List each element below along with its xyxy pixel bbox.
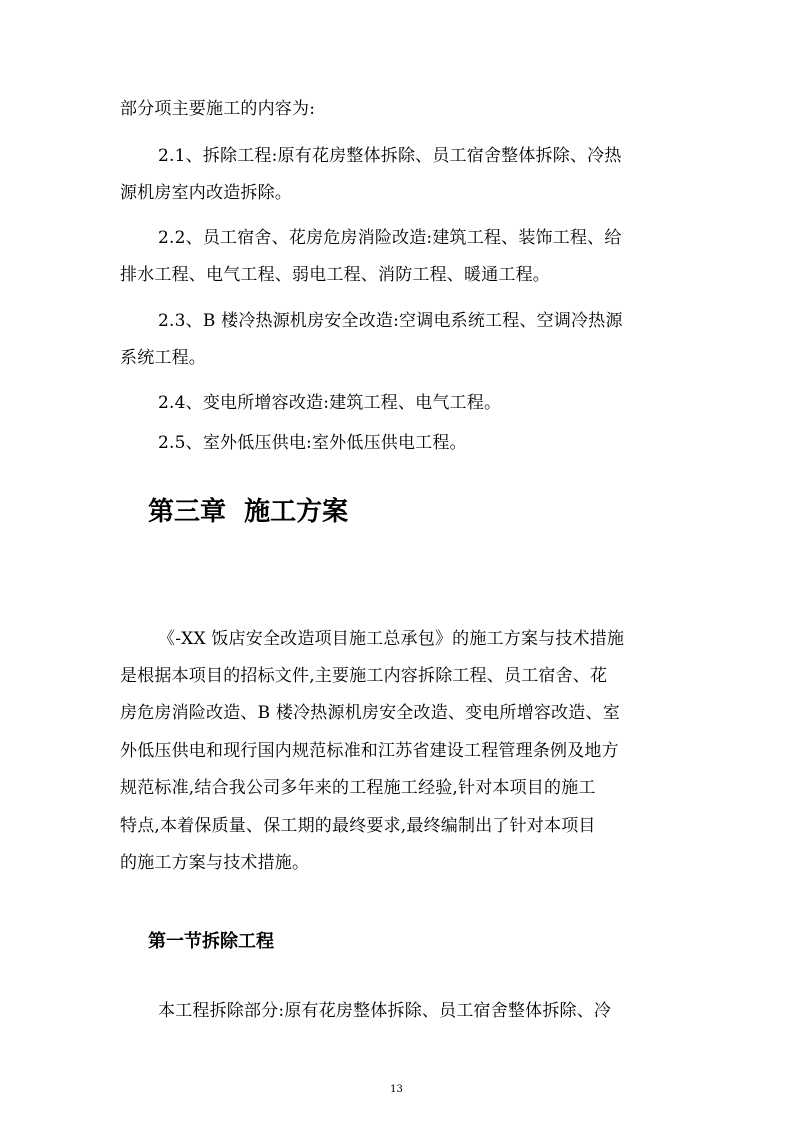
- item-2-2-line-1: 2.2、员工宿舍、花房危房消险改造:建筑工程、装饰工程、给: [158, 228, 622, 248]
- item-2-2-line-2: 排水工程、电气工程、弱电工程、消防工程、暖通工程。: [120, 265, 550, 285]
- paragraph-line: 的施工方案与技术措施。: [120, 853, 310, 873]
- chapter-title: 第三章 施工方案: [148, 497, 349, 527]
- paragraph-line: 规范标准,结合我公司多年来的工程施工经验,针对本项目的施工: [120, 778, 596, 798]
- item-2-5-line-1: 2.5、室外低压供电:室外低压供电工程。: [158, 433, 467, 453]
- section-title: 第一节拆除工程: [148, 931, 274, 952]
- section-first-line: 本工程拆除部分:原有花房整体拆除、员工宿舍整体拆除、冷: [158, 1001, 612, 1021]
- item-2-4-line-1: 2.4、变电所增容改造:建筑工程、电气工程。: [158, 393, 502, 413]
- paragraph-line: 外低压供电和现行国内规范标准和江苏省建设工程管理条例及地方: [120, 741, 619, 761]
- paragraph-line: 特点,本着保质量、保工期的最终要求,最终编制出了针对本项目: [120, 816, 596, 836]
- paragraph-line: 是根据本项目的招标文件,主要施工内容拆除工程、员工宿舍、花: [120, 666, 608, 686]
- intro-heading: 部分项主要施工的内容为:: [120, 99, 316, 119]
- item-2-1-line-1: 2.1、拆除工程:原有花房整体拆除、员工宿舍整体拆除、冷热: [158, 146, 622, 166]
- paragraph-line: 房危房消险改造、B 楼冷热源机房安全改造、变电所增容改造、室: [120, 703, 620, 723]
- item-2-1-line-2: 源机房室内改造拆除。: [120, 183, 292, 203]
- item-2-3-line-1: 2.3、B 楼冷热源机房安全改造:空调电系统工程、空调冷热源: [158, 311, 623, 331]
- page-number: 13: [390, 1084, 403, 1095]
- paragraph-line: 《-XX 饭店安全改造项目施工总承包》的施工方案与技术措施: [158, 629, 625, 649]
- item-2-3-line-2: 系统工程。: [120, 348, 206, 368]
